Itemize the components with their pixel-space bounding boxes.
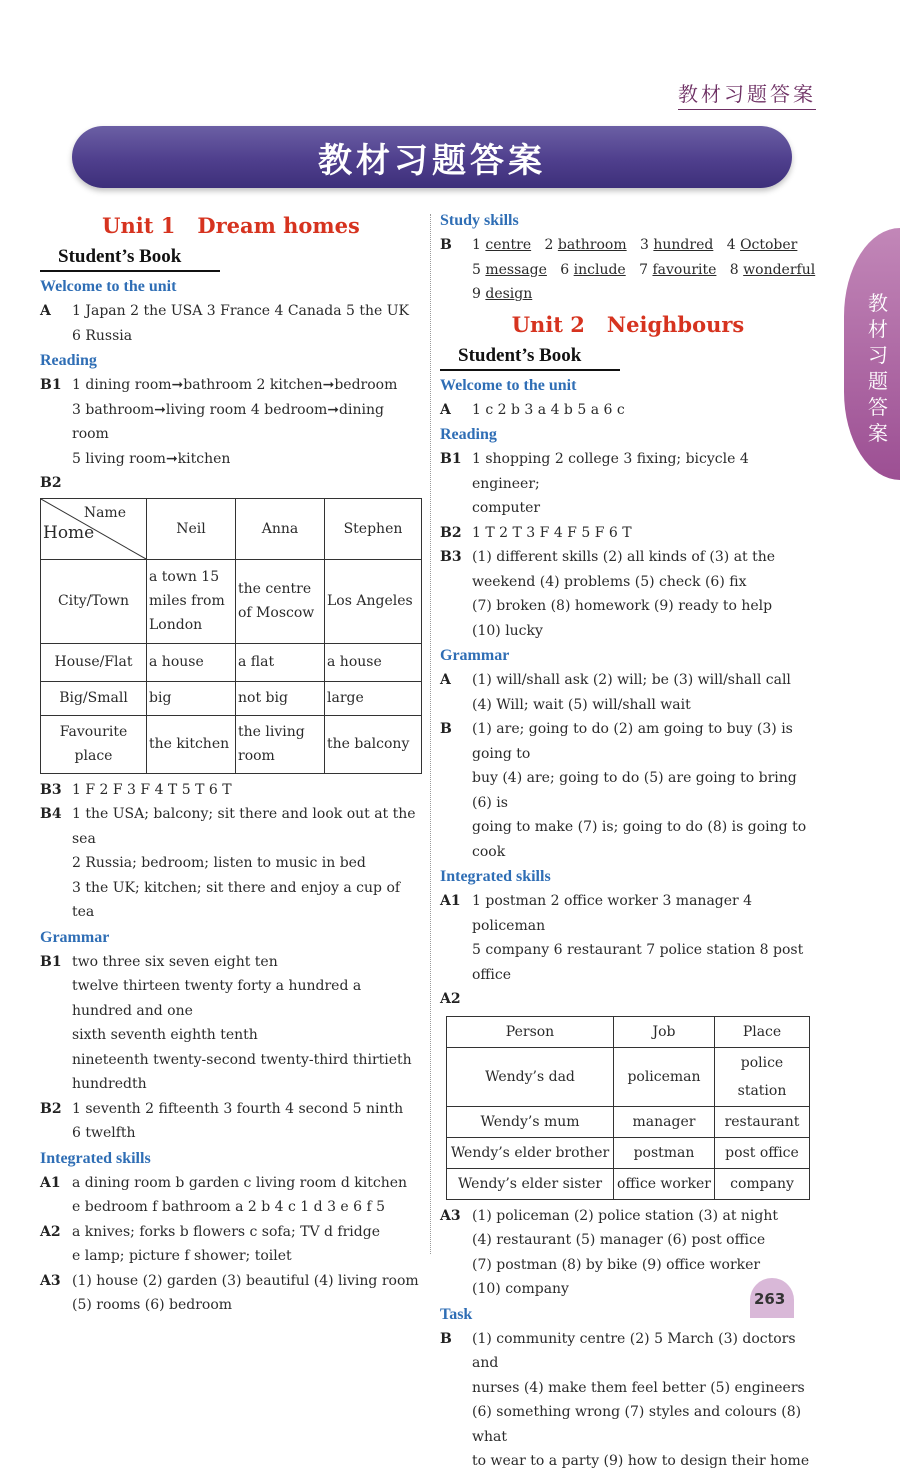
- item-label: B: [440, 237, 452, 253]
- row-label: City/Town: [41, 559, 147, 643]
- side-tab: [844, 228, 900, 480]
- answer-line: (7) postman (8) by bike (9) office worker: [472, 1256, 761, 1273]
- table-cell: a town 15 miles from London: [147, 559, 236, 643]
- unit2-integrated-a1: [440, 889, 816, 987]
- answer-line: twelve thirteen twenty forty a hundred a: [72, 978, 362, 994]
- answer-line: (4) Will; wait (5) will/shall wait: [472, 696, 691, 713]
- row-label: Favourite place: [41, 715, 147, 773]
- answer-line: 6 Russia: [72, 327, 133, 344]
- table-row: [447, 1106, 810, 1137]
- table-row: [41, 559, 422, 643]
- answer-line: 1 Japan 2 the USA 3 France 4 Canada 5 the UK: [72, 303, 410, 319]
- table-row: [41, 681, 422, 715]
- unit1-reading-b2: [40, 471, 422, 496]
- corner-bottom-label: Home: [43, 522, 95, 543]
- item-label: A3: [40, 1272, 61, 1289]
- answer-line: a dining room b garden c living room d kitchen: [72, 1174, 408, 1191]
- answer-line: 3 bathroom➞living room 4 bedroom➞dining room: [72, 401, 384, 442]
- answer-line: 3 the UK; kitchen; sit there and enjoy a cup of tea: [72, 879, 401, 920]
- unit1-reading-b3: [40, 778, 422, 803]
- unit1-grammar-heading: Grammar: [40, 928, 110, 946]
- answer-line: (1) policeman (2) police station (3) at night: [472, 1207, 779, 1224]
- unit1-grammar-b2: [40, 1097, 422, 1146]
- item-label: A1: [40, 1174, 61, 1191]
- unit1-book-heading: Student’s Book: [40, 244, 220, 272]
- answer-line: (4) restaurant (5) manager (6) post office: [472, 1232, 766, 1248]
- item-label: A1: [440, 893, 461, 909]
- unit1-reading-heading: Reading: [40, 352, 97, 369]
- item-label: A2: [40, 1223, 61, 1240]
- jobs-table: [446, 1016, 810, 1200]
- table-header: Person: [447, 1016, 614, 1047]
- answer-line: going to make (7) is; going to do (8) is going to cook: [472, 819, 807, 860]
- item-label: B3: [40, 781, 62, 798]
- table-cell: large: [325, 681, 422, 715]
- unit2-task-b: [440, 1327, 816, 1474]
- unit1-integrated-a3: [40, 1269, 422, 1318]
- answer-line: (10) lucky: [472, 622, 543, 639]
- title-banner: [72, 126, 792, 188]
- answer-line: (5) rooms (6) bedroom: [72, 1297, 233, 1313]
- answer-line: buy (4) are; going to do (5) are going to bring (6) is: [472, 770, 797, 811]
- left-column: [40, 208, 422, 1318]
- table-cell: postman: [614, 1137, 715, 1168]
- table-cell: big: [147, 681, 236, 715]
- row-label: House/Flat: [41, 643, 147, 681]
- banner-title: 教材习题答案: [318, 140, 546, 181]
- table-cell: the balcony: [325, 715, 422, 773]
- answer-line: (6) something wrong (7) styles and colours (8) what: [472, 1404, 802, 1445]
- page-number: 263: [754, 1290, 786, 1308]
- table-cell: a house: [325, 643, 422, 681]
- answer-line: (1) will/shall ask (2) will; be (3) will/shall call: [472, 672, 791, 688]
- answer-line: 1 T 2 T 3 F 4 F 5 F 6 T: [472, 524, 632, 541]
- answer-line: a knives; forks b flowers c sofa; TV d fridge: [72, 1223, 380, 1240]
- answer-line: to wear to a party (9) how to design their home: [472, 1453, 810, 1469]
- unit1-welcome-heading: Welcome to the unit: [40, 278, 177, 295]
- table-header: Place: [715, 1016, 810, 1047]
- corner-top-label: Name: [83, 504, 126, 521]
- table-cell: police station: [715, 1047, 810, 1106]
- answer-line: hundredth: [72, 1076, 147, 1092]
- answer-line: 2 Russia; bedroom; listen to music in bed: [72, 855, 366, 871]
- table-cell: policeman: [614, 1047, 715, 1106]
- item-label: A: [40, 303, 51, 319]
- answer-line: 9 design: [472, 286, 533, 302]
- table-cell: manager: [614, 1106, 715, 1137]
- item-label: B1: [40, 953, 62, 970]
- unit2-welcome-heading: Welcome to the unit: [440, 376, 577, 394]
- table-cell: the centre of Moscow: [236, 559, 325, 643]
- answer-line: (7) broken (8) homework (9) ready to help: [472, 598, 773, 614]
- answer-line: two three six seven eight ten: [72, 953, 278, 970]
- homes-table: [40, 498, 422, 774]
- answer-line: nurses (4) make them feel better (5) engineers: [472, 1379, 805, 1396]
- table-cell: Wendy’s mum: [447, 1106, 614, 1137]
- item-label: B4: [40, 806, 62, 822]
- unit2-reading-heading: Reading: [440, 426, 497, 443]
- unit2-welcome-a: [440, 398, 816, 423]
- header-label: 教材习题答案: [678, 78, 816, 107]
- item-label: B: [440, 721, 452, 737]
- unit1-name: Dream homes: [197, 213, 360, 238]
- answer-line: 1 centre 2 bathroom 3 hundred 4 October: [472, 237, 798, 253]
- table-cell: company: [715, 1168, 810, 1199]
- table-cell: post office: [715, 1137, 810, 1168]
- table-cell: Wendy’s dad: [447, 1047, 614, 1106]
- table-cell: the living room: [236, 715, 325, 773]
- unit1-title: [40, 208, 422, 244]
- table-corner-cell: [41, 498, 147, 559]
- unit2-grammar-heading: Grammar: [440, 647, 510, 664]
- unit1-number: Unit 1: [102, 213, 176, 238]
- answer-line: 1 the USA; balcony; sit there and look out at the sea: [72, 806, 416, 847]
- column-divider: [430, 214, 431, 1254]
- answer-line: 5 company 6 restaurant 7 police station 8 post office: [472, 942, 804, 983]
- item-label: B2: [40, 1100, 62, 1117]
- item-label: A: [440, 672, 451, 688]
- item-label: B1: [40, 377, 62, 393]
- unit2-reading-b3: [440, 545, 816, 643]
- answer-line: 1 postman 2 office worker 3 manager 4 policeman: [472, 893, 753, 934]
- unit1-reading-b4: [40, 802, 422, 925]
- item-label: B3: [440, 549, 462, 565]
- unit1-integrated-a1: [40, 1171, 422, 1220]
- table-cell: office worker: [614, 1168, 715, 1199]
- item-label: B2: [440, 524, 462, 541]
- answer-line: 1 F 2 F 3 F 4 T 5 T 6 T: [72, 781, 232, 798]
- unit2-number: Unit 2: [511, 311, 585, 337]
- study-skills-heading: Study skills: [440, 212, 519, 229]
- unit2-title: [440, 307, 816, 343]
- item-label: B1: [440, 451, 462, 467]
- answer-line: nineteenth twenty-second twenty-third thirtieth: [72, 1051, 412, 1068]
- table-header: Job: [614, 1016, 715, 1047]
- table-row: [447, 1016, 810, 1047]
- item-label: B: [440, 1330, 452, 1347]
- answer-line: e bedroom f bathroom a 2 b 4 c 1 d 3 e 6 f 5: [72, 1199, 386, 1215]
- item-label: A: [440, 401, 451, 418]
- unit2-grammar-a: [440, 668, 816, 717]
- table-row: [41, 498, 422, 559]
- side-tab-label: 教材习题答案: [868, 291, 888, 445]
- table-cell: a house: [147, 643, 236, 681]
- answer-line: (1) community centre (2) 5 March (3) doctors and: [472, 1330, 796, 1371]
- table-header: Neil: [147, 498, 236, 559]
- unit1-welcome-a: [40, 299, 422, 348]
- answer-line: sixth seventh eighth tenth: [72, 1027, 258, 1043]
- unit2-integrated-a2: [440, 987, 816, 1012]
- answer-line: 6 twelfth: [72, 1125, 136, 1141]
- table-cell: restaurant: [715, 1106, 810, 1137]
- table-cell: a flat: [236, 643, 325, 681]
- unit2-reading-b1: [440, 447, 816, 521]
- table-cell: Los Angeles: [325, 559, 422, 643]
- table-cell: Wendy’s elder brother: [447, 1137, 614, 1168]
- table-cell: Wendy’s elder sister: [447, 1168, 614, 1199]
- unit2-task-heading: Task: [440, 1305, 473, 1323]
- unit2-integrated-heading: Integrated skills: [440, 868, 551, 885]
- table-cell: not big: [236, 681, 325, 715]
- item-label: B2: [40, 475, 62, 491]
- answer-line: (1) house (2) garden (3) beautiful (4) living room: [72, 1272, 419, 1289]
- unit2-name: Neighbours: [606, 311, 745, 337]
- table-header: Anna: [236, 498, 325, 559]
- answer-line: 5 message 6 include 7 favourite 8 wonderful: [472, 261, 816, 278]
- unit2-grammar-b: [440, 717, 816, 864]
- unit1-integrated-heading: Integrated skills: [40, 1149, 151, 1167]
- study-skills-b: [440, 233, 816, 307]
- unit1-grammar-b1: [40, 950, 422, 1097]
- table-header: Stephen: [325, 498, 422, 559]
- answer-line: 1 c 2 b 3 a 4 b 5 a 6 c: [472, 401, 625, 418]
- row-label: Big/Small: [41, 681, 147, 715]
- answer-line: (1) different skills (2) all kinds of (3) at the: [472, 549, 776, 565]
- answer-line: (1) are; going to do (2) am going to buy (3) is going to: [472, 721, 793, 762]
- table-row: [447, 1137, 810, 1168]
- answer-line: 1 shopping 2 college 3 fixing; bicycle 4 engineer;: [472, 451, 749, 492]
- table-row: [447, 1168, 810, 1199]
- answer-line: 5 living room➞kitchen: [72, 450, 231, 467]
- answer-line: computer: [472, 500, 541, 516]
- answer-line: 1 dining room➞bathroom 2 kitchen➞bedroom: [72, 377, 398, 393]
- unit1-integrated-a2: [40, 1220, 422, 1269]
- unit1-reading-b1: [40, 373, 422, 471]
- answer-line: weekend (4) problems (5) check (6) fix: [472, 573, 747, 590]
- answer-line: (10) company: [472, 1281, 569, 1297]
- table-row: [41, 643, 422, 681]
- answer-line: hundred and one: [72, 1002, 193, 1019]
- answer-line: e lamp; picture f shower; toilet: [72, 1248, 292, 1264]
- table-row: [41, 715, 422, 773]
- unit2-book-heading: Student’s Book: [440, 343, 620, 371]
- unit2-reading-b2: [440, 521, 816, 546]
- table-row: [447, 1047, 810, 1106]
- answer-line: 1 seventh 2 fifteenth 3 fourth 4 second 5 ninth: [72, 1100, 404, 1117]
- table-cell: the kitchen: [147, 715, 236, 773]
- item-label: A3: [440, 1207, 461, 1224]
- item-label: A2: [440, 991, 461, 1007]
